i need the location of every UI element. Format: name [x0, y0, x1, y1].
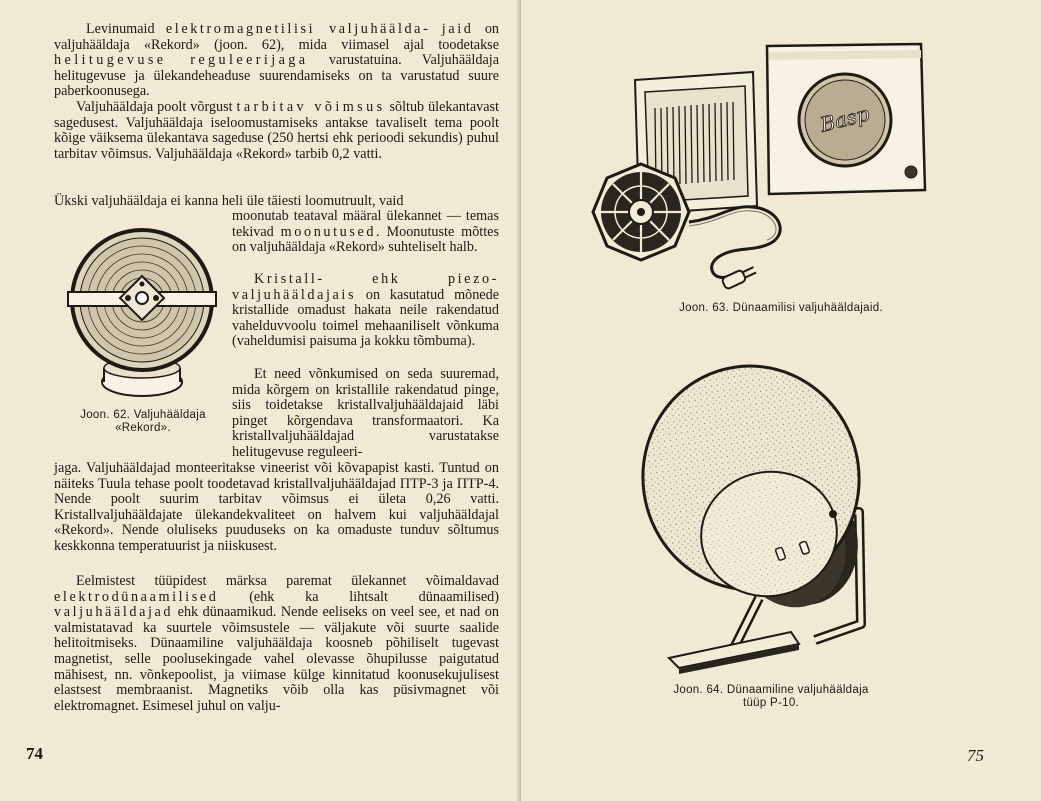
- paragraph-1: [54, 22, 499, 100]
- figure-63-dynamic-speakers: [583, 36, 993, 296]
- caption-line: Joon. 64. Dünaamiline valjuhääldaja: [673, 684, 869, 696]
- spaced-term: elektrodünaamilised: [54, 588, 219, 605]
- figure-62-rekord-speaker: [62, 220, 222, 405]
- spaced-term: jaid: [441, 21, 474, 37]
- text-run: on valjuhääldaja «Rekord» (joon. 62), mida viimasel ajal toodetakse: [54, 21, 500, 53]
- text-run: Et need võnkumised on seda suuremad, mida kõrgem on kristallile rakendatud pinge, siis toidetakse kristallvaljuhääldajaid läbi pinget kõrgendava transformaatori. Ka kristallvaljuhääldajad varustatakse helitugevuse reguleeri-: [232, 366, 499, 460]
- caption-line: «Rekord».: [115, 422, 171, 434]
- page-number-left: 74: [26, 744, 43, 763]
- right-page: [521, 0, 1041, 801]
- text-run: moonutab teataval määral ülekannet — temas tekivad: [232, 208, 499, 240]
- figure-62-caption: [58, 409, 228, 435]
- text-run: . Moonutuste mõttes on valjuhääldaja «Rekord» suhteliselt halb.: [232, 223, 499, 256]
- spaced-term: helitugevuse reguleerijaga: [54, 52, 309, 69]
- text-run: Eelmistest tüüpidest märksa paremat ülekannet võimaldavad: [76, 573, 499, 589]
- paragraph-5-side: [232, 367, 499, 461]
- speaker-badge-label: Basp: [817, 101, 872, 137]
- text-run: Ükski valjuhääldaja ei kanna heli üle täiesti loomutruult, vaid: [54, 193, 404, 209]
- text-run: sõltub ülekantavast sagedusest. Valjuhääldaja iseloomustamiseks antakse tavaliselt tema poolt kõige väiksema ülekantava sageduse (250 hertsi ehk perioodi sekundis) puhul tarbitav võimsus. Valjuhääldaja «Rekord» tarbib 0,2 vatti.: [54, 99, 499, 162]
- spaced-term: moonutused: [280, 223, 377, 240]
- text-run: Valjuhääldaja poolt võrgust: [76, 99, 237, 115]
- page-number-right: 75: [967, 746, 984, 765]
- spaced-term: tarbitav võimsus: [236, 99, 386, 115]
- spaced-term: elektromagnetilisi valjuhäälda-: [165, 21, 431, 37]
- paragraph-2: [54, 100, 499, 162]
- spaced-term: valjuhääldajad: [54, 604, 174, 621]
- figure-64-speaker-p10: [639, 362, 899, 682]
- spaced-term: Kristall- ehk piezo-valjuhääldajais: [232, 271, 499, 303]
- paragraph-4-side: [232, 272, 499, 350]
- text-run: on kasutatud mõnede kristallide omadust hakata neile rakendatud vahelduvvoolu toimel mehaaniliselt võnkuma (vaheldumisi paisuma ja kokku tõmbuma).: [232, 286, 499, 350]
- paragraph-3-side: [232, 209, 499, 256]
- paragraph-6: [54, 574, 499, 714]
- text-run: ehk dünaamikud. Nende eeliseks on veel see, et nad on valmistatavad ka suurtele võimsustele — väljakute või suurte saalide helitoitmiseks. Dünaamiline valjuhääldaja koosneb põhiliselt tugevast magnetist, selle poolusekingade vahel olevasse õhupilusse paigutatud mähisest, nn. võnkepoolist, ja viimase külge kinnitatud koonusekujulisest elastsest membraanist. Magnetiks võib olla kas püsivmagnet või elektromagnet. Esimesel juhul on valju-: [54, 604, 499, 714]
- figure-63-caption: Joon. 63. Dünaamilisi valjuhääldajaid.: [679, 302, 883, 314]
- caption-line: Joon. 62. Valjuhääldaja: [80, 409, 206, 421]
- paragraph-5-rest: [54, 461, 499, 555]
- text-run: (ehk ka lihtsalt dünaamilised): [218, 588, 499, 605]
- text-run: jaga. Valjuhääldajad monteeritakse vineerist või kõvapapist kasti. Tuntud on näiteks Tuula tehase poolt toodetavad kristallvaljuhääldajad ПТР-3 ja ПТР-4. Nende poolt suurim tarbitav võimsus ei ületa 0,26 vatti. Kristallvaljuhääldajate ülekandekvaliteet on halvem kui valjuhääldajal «Rekord». Nende oluliseks puuduseks on ka omaduste tunduv sõltumus keskkonna temperatuurist ja niiskusest.: [54, 460, 499, 554]
- caption-line: tüüp P-10.: [742, 697, 800, 709]
- text-run: varustatuina. Valjuhääldaja helitugevuse ja ülekandeheaduse suurendamiseks on ta varustatud suure paberkoonusega.: [54, 52, 499, 100]
- text-run: Levinumaid: [86, 21, 166, 37]
- figure-64-caption: [641, 684, 901, 710]
- left-page: [0, 0, 520, 801]
